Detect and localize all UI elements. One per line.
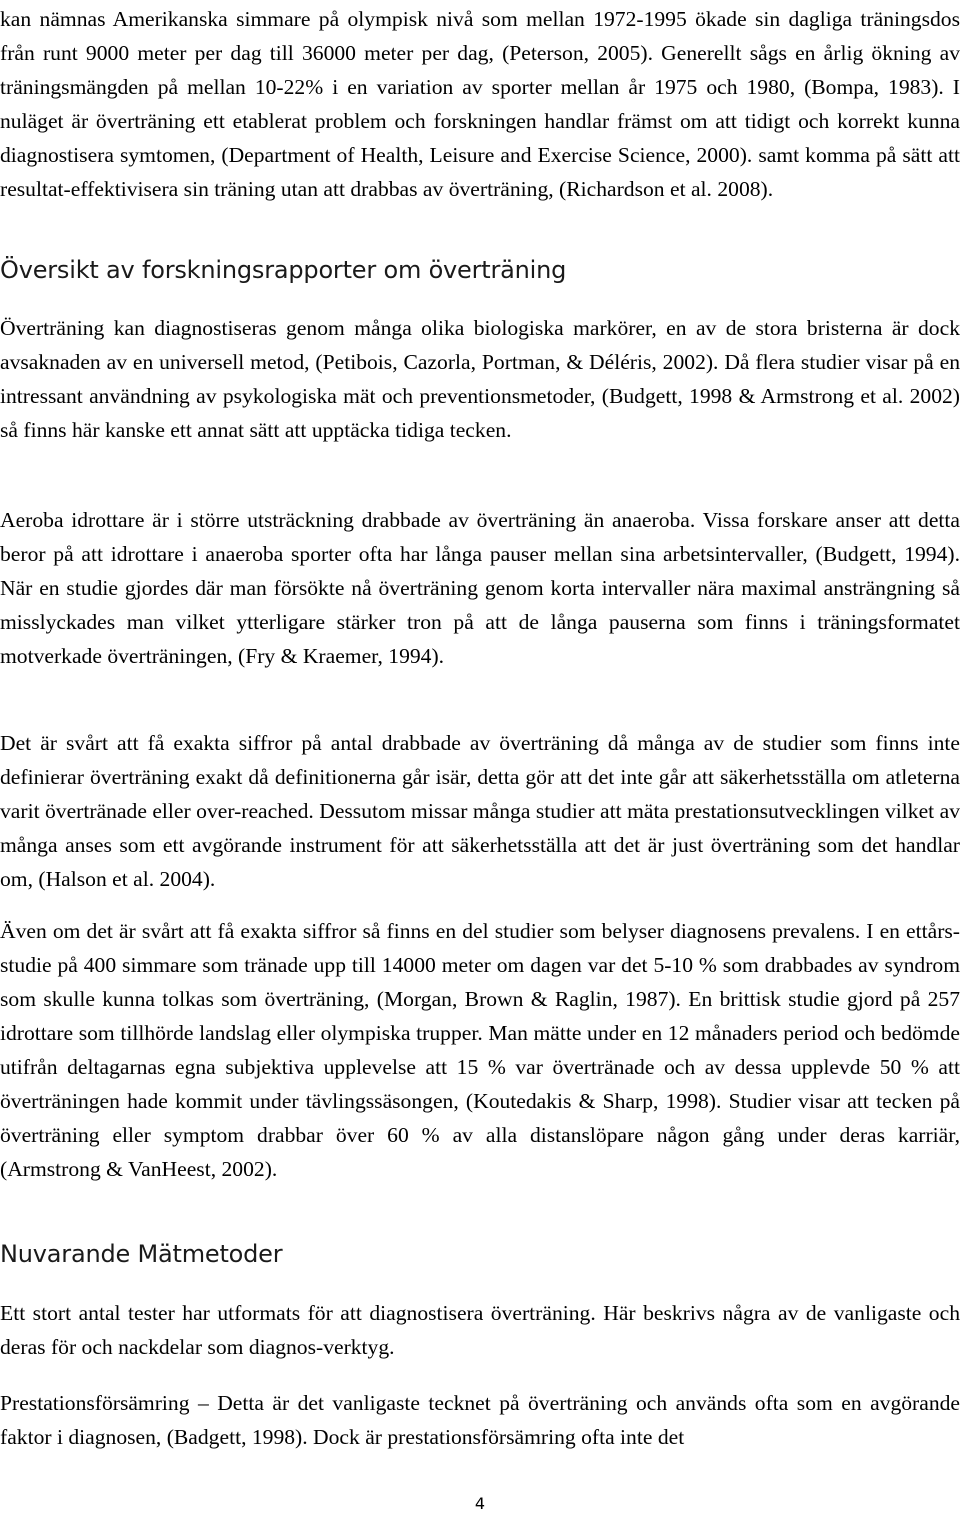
paragraph-statistics-difficulty: Det är svårt att få exakta siffror på antal drabbade av överträning då många av de studier som finns inte definierar överträning exakt då definitionerna går isär, detta gör att det inte går att säkerhetsställa om atleterna varit övertränade eller over-reached. Dessutom missar många studier att mäta prestationsutvecklingen vilket av många anses som ett avgörande instrument för att säkerhetsställa att det är just överträning som det handlar om, (Halson et al. 2004).: [0, 731, 960, 891]
paragraph-aerobic-anaerobic: Aeroba idrottare är i större utsträckning drabbade av överträning än anaeroba. Vissa forskare anser att detta beror på att idrottare i anaeroba sporter ofta har långa pauser mellan sina arbetsintervaller, (Budgett, 1994). När en studie gjordes där man försökte nå överträning genom korta intervaller nära maximal ansträngning så misslyckades man vilket ytterligare stärker tron på att de långa pauserna som finns i träningsformatet motverkade överträningen, (Fry & Kraemer, 1994).: [0, 508, 960, 668]
paragraph-biomarkers: Överträning kan diagnostiseras genom många olika biologiska markörer, en av de stora bristerna är dock avsaknaden av en universell metod, (Petibois, Cazorla, Portman, & Déléris, 2002). Då flera studier visar på en intressant användning av psykologiska mät och preventionsmetoder, (Budgett, 1998 & Armstrong et al. 2002) så finns här kanske ett annat sätt att upptäcka tidiga tecken.: [0, 316, 960, 442]
paragraph-performance-decline: Prestationsförsämring – Detta är det vanligaste tecknet på överträning och används ofta som en avgörande faktor i diagnosen, (Badgett, 1998). Dock är prestationsförsämring ofta inte det: [0, 1391, 960, 1449]
section-heading-methods: Nuvarande Mätmetoder: [0, 1240, 283, 1268]
page-number: 4: [474, 1494, 486, 1513]
paragraph-prevalence: Även om det är svårt att få exakta siffror så finns en del studier som belyser diagnosens prevalens. I en ettårs-studie på 400 simmare som tränade upp till 14000 meter om dagen var det 5-10 % som drabbades av syndrom som skulle kunna tolkas som överträning, (Morgan, Brown & Raglin, 1987). En brittisk studie gjord på 257 idrottare som tillhörde landslag eller olympiska trupper. Man mätte under en 12 månaders period och bedömde utifrån deltagarnas egna subjektiva upplevelse att 15 % var övertränade och av dessa upplevde 50 % att överträningen hade kommit under tävlingssäsongen, (Koutedakis & Sharp, 1998). Studier visar att tecken på överträning eller symptom drabbar över 60 % av alla distanslöpare någon gång under deras karriär, (Armstrong & VanHeest, 2002).: [0, 919, 960, 1181]
section-heading-overview: Översikt av forskningsrapporter om överträning: [0, 256, 567, 284]
intro-paragraph: kan nämnas Amerikanska simmare på olympisk nivå som mellan 1972-1995 ökade sin dagliga träningsdos från runt 9000 meter per dag till 36000 meter per dag, (Peterson, 2005). Generellt sågs en årlig ökning av träningsmängden på mellan 10-22% i en variation av sporter mellan år 1975 och 1980, (Bompa, 1983). I nuläget är överträning ett etablerat problem och forskningen handlar främst om att tidigt och korrekt kunna diagnostisera symtomen, (Department of Health, Leisure and Exercise Science, 2000). samt komma på sätt att resultat-effektivisera sin träning utan att drabbas av överträning, (Richardson et al. 2008).: [0, 7, 960, 201]
paragraph-methods-intro: Ett stort antal tester har utformats för att diagnostisera överträning. Här beskrivs några av de vanligaste och deras för och nackdelar som diagnos-verktyg.: [0, 1301, 960, 1359]
